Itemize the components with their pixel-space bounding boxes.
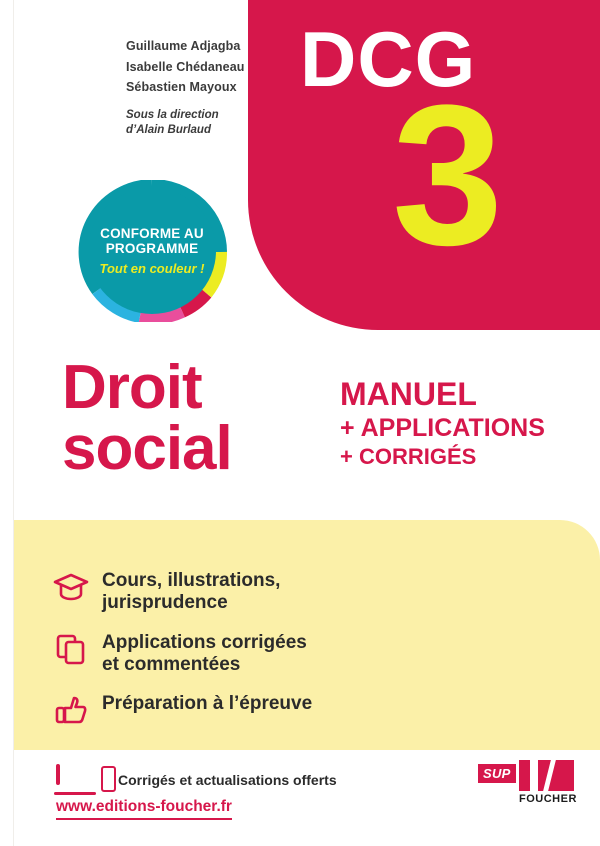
publisher-website[interactable]: www.editions-foucher.fr [56, 798, 232, 820]
content-type-line-2: + APPLICATIONS [340, 413, 545, 442]
feature-item [52, 568, 472, 614]
documents-icon [52, 630, 90, 668]
content-type-line-1: MANUEL [340, 376, 477, 412]
thumbs-up-icon [52, 691, 90, 729]
author-name: Sébastien Mayoux [126, 80, 237, 95]
book-title-line-2: social [62, 413, 232, 483]
publisher-logo [478, 760, 577, 808]
feature-line-1: Préparation à l’épreuve [102, 693, 313, 715]
feature-text [102, 568, 280, 614]
conformity-badge [78, 180, 238, 330]
badge-circle [88, 188, 216, 314]
series-number: 3 [392, 64, 500, 287]
book-title-line-1: Droit [62, 353, 202, 422]
feature-line-2: jurisprudence [102, 591, 228, 613]
feature-line-2: et commentées [102, 653, 241, 675]
laptop-icon [56, 766, 94, 792]
feature-text [102, 630, 307, 676]
authors-block [126, 36, 276, 139]
features-list [52, 568, 472, 745]
cover-spine [0, 0, 14, 846]
feature-text [102, 691, 312, 715]
feature-item [52, 691, 472, 729]
badge-line-1: CONFORME AU [100, 225, 204, 241]
graduation-cap-icon [52, 568, 90, 606]
badge-line-3: Tout en couleur ! [99, 260, 205, 276]
foucher-mark-icon [519, 760, 574, 791]
feature-line-1: Applications corrigées [102, 631, 307, 653]
devices-icons [56, 766, 116, 792]
footer-offer-text: Corrigés et actualisations offerts [118, 772, 337, 788]
author-name: Isabelle Chédaneau [126, 59, 245, 74]
publisher-name: FOUCHER [519, 793, 577, 805]
direction-line-1: Sous la direction [126, 108, 219, 121]
book-title [62, 353, 232, 483]
publisher-tag: SUP [478, 764, 516, 783]
author-name: Guillaume Adjagba [126, 39, 241, 53]
feature-item [52, 630, 472, 676]
feature-line-1: Cours, illustrations, [102, 570, 281, 591]
smartphone-icon [101, 766, 116, 792]
content-type-block [340, 378, 545, 470]
badge-line-2: PROGRAMME [105, 241, 199, 257]
direction-line-2: d’Alain Burlaud [126, 124, 211, 137]
content-type-line-3: + CORRIGÉS [340, 444, 477, 470]
series-code: DCG [300, 15, 477, 103]
